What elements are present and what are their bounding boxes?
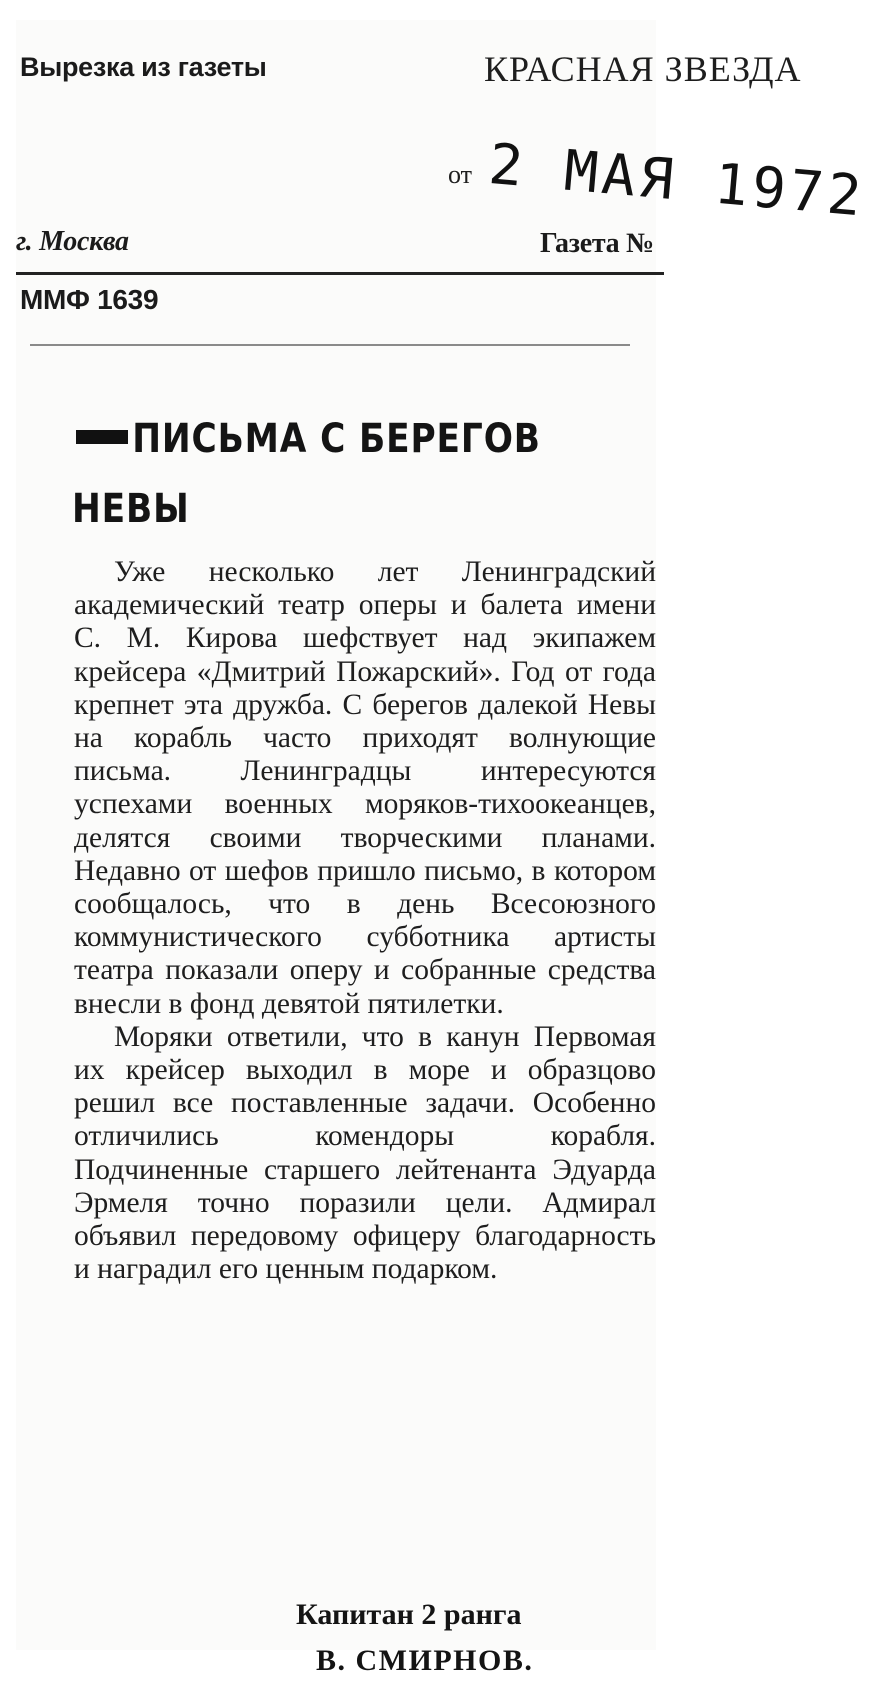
- article-signature: [290, 1592, 650, 1684]
- city-label: г. Москва: [16, 226, 129, 257]
- article-headline-text: ПИСЬМА С БЕРЕГОВ НЕВЫ: [72, 416, 541, 532]
- signature-name: В. СМИРНОВ.: [316, 1644, 534, 1677]
- newspaper-name: КРАСНАЯ ЗВЕЗДА: [484, 49, 802, 89]
- article-paragraph-1: Уже несколько лет Ленинградский академический театр оперы и балета имени С. М. Кирова шефствует над экипажем крейсера «Дмитрий Пожарский». Год от года крепнет эта дружба. С берегов далекой Невы на корабль часто приходят волнующие письма. Ленинградцы интересуются успехами военных моряков-тихоокеанцев, делятся своими творческими планами. Недавно от шефов пришло письмо, в котором сообщалось, что в день Всесоюзного коммунистического субботника артисты театра показали оперу и собранные средства внесли в фонд девятой пятилетки.: [74, 556, 656, 1020]
- signature-rank: Капитан 2 ранга: [296, 1598, 522, 1631]
- date-prefix: от: [448, 160, 473, 189]
- article-paragraph-2: Моряки ответили, что в канун Первомая их крейсер выходил в море и образцово решил все поставленные задачи. Особенно отличились комендоры корабля. Подчиненные старшего лейтенанта Эдуарда Эрмеля точно поразили цели. Адмирал объявил передовому офицеру благодарность и наградил его ценным подарком.: [74, 1020, 656, 1286]
- archive-code: ММФ 1639: [20, 284, 159, 315]
- header-divider: [16, 272, 664, 275]
- clipping-label: Вырезка из газеты: [20, 52, 267, 82]
- clipping-cut-line: [30, 344, 630, 346]
- article-headline: [72, 404, 554, 544]
- article-body: [74, 556, 656, 1286]
- gazeta-number-label: Газета №: [540, 228, 654, 259]
- stamped-date: 2 МАЯ 1972: [486, 132, 868, 230]
